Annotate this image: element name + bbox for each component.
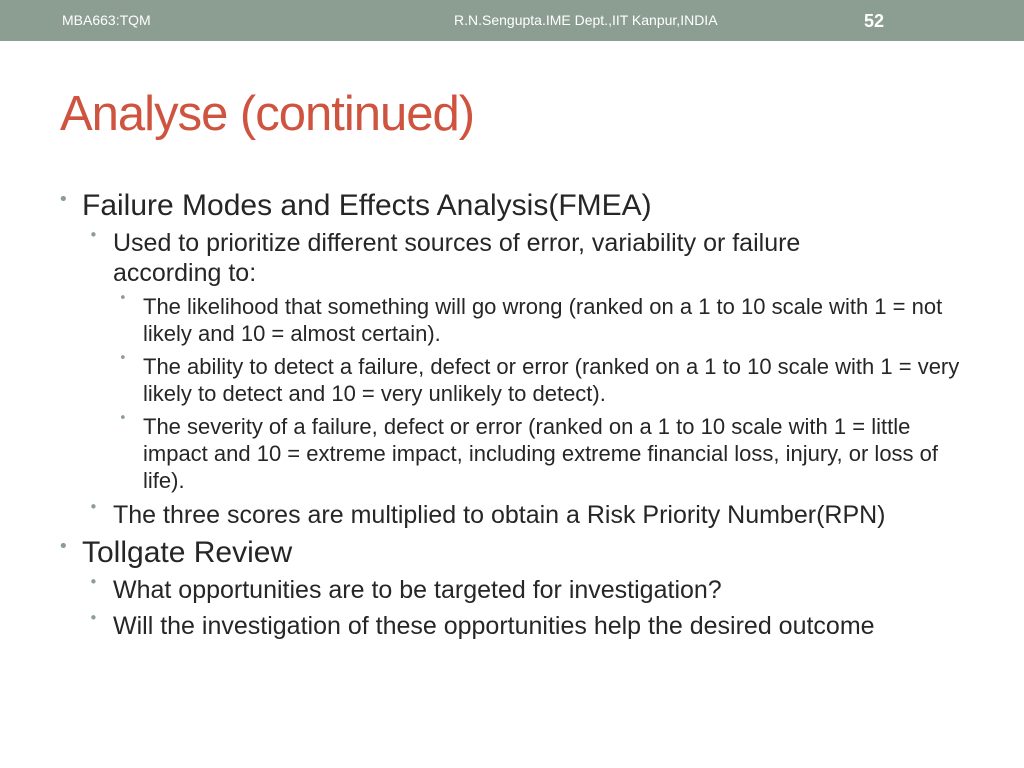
author-affiliation: R.N.Sengupta.IME Dept.,IIT Kanpur,INDIA xyxy=(454,12,718,28)
bullet-icon: • xyxy=(119,291,127,306)
criterion-detection xyxy=(119,353,963,407)
sub-bullet-list xyxy=(82,228,978,530)
slide-title: Analyse (continued) xyxy=(60,87,475,141)
sub-bullet-investigation xyxy=(89,611,913,641)
bullet-tollgate xyxy=(58,536,978,641)
bullet-list xyxy=(58,189,978,641)
page-number: 52 xyxy=(864,11,885,31)
criterion-text: The likelihood that something will go wrong (ranked on a 1 to 10 scale with 1 = not likely and 10 = almost certain). xyxy=(143,294,943,346)
bullet-text: Failure Modes and Effects Analysis(FMEA) xyxy=(82,189,652,222)
slide-content xyxy=(58,189,978,647)
sub-bullet-rpn xyxy=(89,500,913,530)
bullet-icon: • xyxy=(58,189,69,210)
header-bar xyxy=(0,0,1024,41)
sub-bullet-text: The three scores are multiplied to obtain a Risk Priority Number(RPN) xyxy=(113,501,886,529)
bullet-text: Tollgate Review xyxy=(82,536,293,569)
sub-bullet-opportunities xyxy=(89,575,913,605)
course-code: MBA663:TQM xyxy=(62,12,151,28)
sub-bullet-prioritize xyxy=(89,226,960,494)
bullet-icon: • xyxy=(119,411,127,426)
bullet-icon: • xyxy=(89,573,98,591)
criterion-text: The severity of a failure, defect or error (ranked on a 1 to 10 scale with 1 = little impact and 10 = extreme impact, including extreme financial loss, injury, or loss of life). xyxy=(143,414,939,493)
bullet-icon: • xyxy=(89,226,98,244)
sub-bullet-text: Used to prioritize different sources of error, variability or failure according to: xyxy=(113,229,801,287)
bullet-icon: • xyxy=(89,609,98,627)
bullet-icon: • xyxy=(89,498,98,516)
criterion-likelihood xyxy=(119,293,963,347)
sub-bullet-list xyxy=(82,575,978,641)
bullet-icon: • xyxy=(119,351,127,366)
criterion-severity xyxy=(119,413,963,494)
sub-sub-bullet-list xyxy=(113,291,960,494)
criterion-text: The ability to detect a failure, defect or error (ranked on a 1 to 10 scale with 1 = very likely to detect and 10 = very unlikely to detect). xyxy=(143,354,960,406)
sub-bullet-text: What opportunities are to be targeted for investigation? xyxy=(113,576,722,604)
bullet-icon: • xyxy=(58,536,69,557)
sub-bullet-text: Will the investigation of these opportunities help the desired outcome xyxy=(113,612,875,640)
bullet-fmea xyxy=(58,189,978,530)
